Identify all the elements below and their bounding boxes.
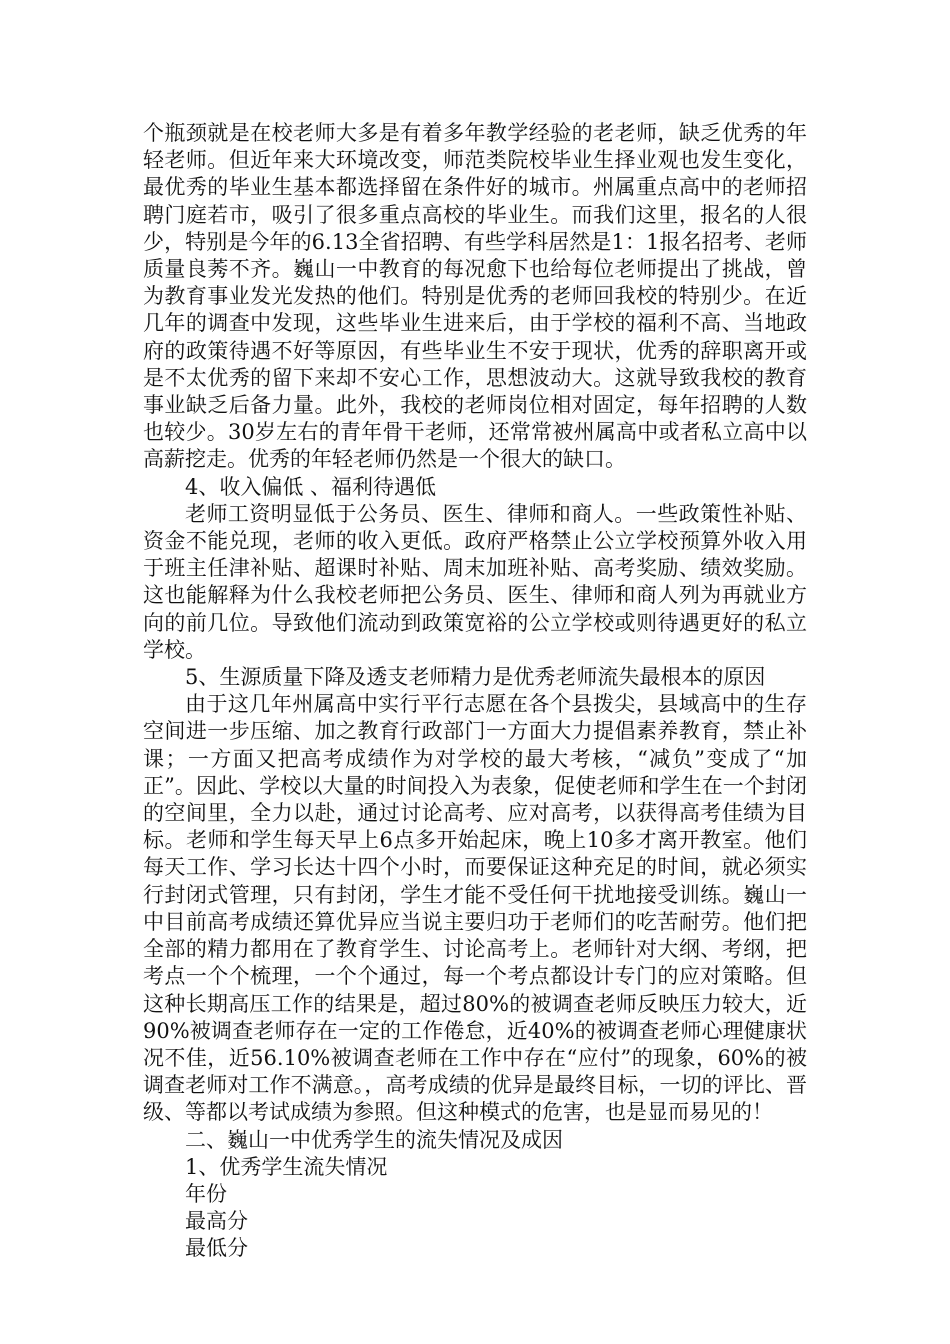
document-page [143, 120, 807, 1263]
subheading-student-loss: 1、优秀学生流失情况 [185, 1154, 388, 1179]
table-label-year: 年份 [185, 1181, 227, 1206]
paragraph-teacher-shortage: 个瓶颈就是在校老师大多是有着多年教学经验的老老师，缺乏优秀的年轻老师。但近年来大环境改变，师范类院校毕业生择业观也发生变化，最优秀的毕业生基本都选择留在条件好的城市。州属重点高中的老师招聘门庭若市，吸引了很多重点高校的毕业生。而我们这里，报名的人很少，特别是今年的6.13全省招聘、有些学科居然是1：1报名招考、老师质量良莠不齐。巍山一中教育的每况愈下也给每位老师提出了挑战，曾为教育事业发光发热的他们。特别是优秀的老师回我校的特别少。在近几年的调查中发现，这些毕业生进来后，由于学校的福利不高、当地政府的政策待遇不好等原因，有些毕业生不安于现状，优秀的辞职离开或是不太优秀的留下来却不安心工作，思想波动大。这就导致我校的教育事业缺乏后备力量。此外，我校的老师岗位相对固定，每年招聘的人数也较少。30岁左右的青年骨干老师，还常常被州属高中或者私立高中以高薪挖走。优秀的年轻老师仍然是一个很大的缺口。 [143, 121, 807, 472]
heading-student-quality: 5、生源质量下降及透支老师精力是优秀老师流失最根本的原因 [185, 665, 766, 690]
heading-low-income: 4、收入偏低 、福利待遇低 [185, 474, 437, 499]
paragraph-student-quality: 由于这几年州属高中实行平行志愿在各个县拨尖，县域高中的生存空间进一步压缩、加之教育行政部门一方面大力提倡素养教育，禁止补课；一方面又把高考成绩作为对学校的最大考核，“减负”变成了“加正”。因此、学校以大量的时间投入为表象，促使老师和学生在一个封闭的空间里，全力以赴，通过讨论高考、应对高考，以获得高考佳绩为目标。老师和学生每天早上6点多开始起床，晚上10多才离开教室。他们每天工作、学习长达十四个小时，而要保证这种充足的时间，就必须实行封闭式管理，只有封闭，学生才能不受任何干扰地接受训练。巍山一中目前高考成绩还算优异应当说主要归功于老师们的吃苦耐劳。他们把全部的精力都用在了教育学生、讨论高考上。老师针对大纲、考纲，把考点一个个梳理，一个个通过，每一个考点都设计专门的应对策略。但这种长期高压工作的结果是，超过80%的被调查老师反映压力较大，近90%被调查老师存在一定的工作倦怠，近40%的被调查老师心理健康状况不佳，近56.10%被调查老师在工作中存在“应付”的现象，60%的被调查老师对工作不满意。，高考成绩的优异是最终目标，一切的评比、晋级、等都以考试成绩为参照。但这种模式的危害，也是显而易见的！ [143, 692, 807, 1125]
paragraph-low-income: 老师工资明显低于公务员、医生、律师和商人。一些政策性补贴、资金不能兑现，老师的收入更低。政府严格禁止公立学校预算外收入用于班主任津补贴、超课时补贴、周末加班补贴、高考奖励、绩效奖励。这也能解释为什么我校老师把公务员、医生、律师和商人列为再就业方向的前几位。导致他们流动到政策宽裕的公立学校或则待遇更好的私立学校。 [143, 501, 807, 662]
section-heading-student-loss: 二、巍山一中优秀学生的流失情况及成因 [185, 1127, 563, 1152]
table-label-highest-score: 最高分 [185, 1209, 248, 1234]
table-label-lowest-score: 最低分 [185, 1236, 248, 1261]
